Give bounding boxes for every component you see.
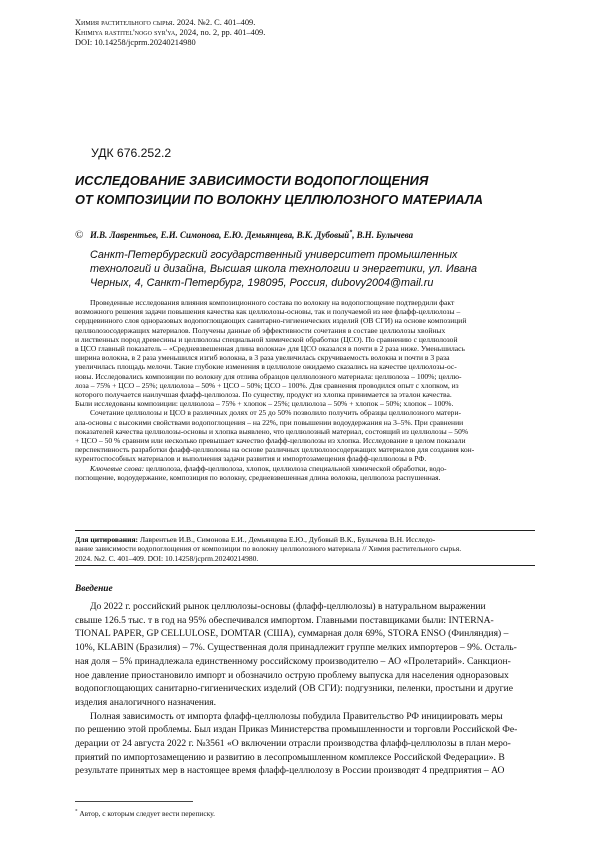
abstract-line: возможного решения задачи повышения качества как целлюлозы-основы, так и получаемой из нее флафф-целлюлозы –	[75, 307, 461, 317]
body-line: результате принятых мер в настоящее время флафф-целлюлозу в России производят 4 предприятия – АО	[75, 765, 505, 777]
abstract-line: Были исследованы композиции: целлюлоза – 75% + хлопок – 25%; целлюлоза – 50% + хлопок – 50%; хлопок – 100%.	[75, 399, 454, 409]
abstract-line: показателей качества целлюлозы-основы и хлопка выявлено, что целлюлозный материал, состоящий из целлюлозы – 50%	[75, 426, 469, 436]
affiliation	[90, 248, 535, 290]
affiliation-line: технологий и дизайна, Высшая школа технологии и энергетики, ул. Ивана	[90, 263, 478, 275]
journal-citation-en: Khimiya rastitel'nogo syr'ya, 2024, no. 2, pp. 401–409.	[75, 28, 266, 37]
abstract-line: в ЦСО главный показатель – «Средневзвешенная длина волокна» для ЦСО оказался в почти в 2 раза ниже. Уменьшилась	[75, 344, 465, 354]
body-text	[75, 600, 535, 778]
body-line: Полная зависимость от импорта флафф-целлюлозы побудила Правительство РФ инициировать меры	[90, 710, 503, 722]
abstract-line: целлюлозосодержащих материалов. Получены данные об эффективности сочетания в составе целлюлозы хвойных	[75, 325, 446, 335]
corresponding-author-mark: *	[349, 230, 353, 237]
divider-top	[75, 530, 535, 531]
journal-header	[75, 18, 535, 48]
body-line: дерации от 24 августа 2022 г. №3561 «О включении отрасли производства флафф-целлюлозы в план меро-	[75, 738, 511, 750]
body-line: До 2022 г. российский рынок целлюлозы-основы (флафф-целлюлозы) в натуральном выражении	[90, 601, 486, 612]
keywords-line: Ключевые слова: целлюлоза, флафф-целлюлоза, хлопок, целлюлоза специальной химической обработки, водо-	[90, 463, 447, 473]
udk-code: УДК 676.252.2	[91, 146, 172, 160]
abstract-line: Проведенные исследования влияния композиционного состава по волокну на водопоглощение подтвердили факт	[90, 298, 455, 307]
body-line: TIONAL PAPER, GP CELLULOSE, DOMTAR (США), суммарная доля 69%, STORA ENSO (Финляндия) –	[75, 628, 509, 640]
copyright-symbol: ©	[75, 229, 84, 241]
journal-doi[interactable]: DOI: 10.14258/jcprm.20240214980	[75, 38, 196, 47]
abstract-line: и лиственных пород древесины и целлюлозы специальной химической обработки (ЦСО). По сравнению с целлюлозой	[75, 334, 458, 344]
article-title	[75, 171, 530, 209]
abstract-line: перспективность разработки флафф-целлюлоны на основе различных целлюлозосодержащих материалов для создания кон-	[75, 445, 475, 455]
keywords-label: Ключевые слова:	[90, 463, 145, 473]
authors-line: И.В. Лаврентьев, Е.И. Симонова, Е.Ю. Демьянцева, В.К. Дубовый*, В.Н. Булычева	[90, 230, 414, 240]
divider-bottom	[75, 565, 535, 566]
abstract-line: ширина волокна, в 2 раза уменьшился изгиб волокна, в 3 раза увеличилась скручиваемость волокна и почти в 3 раза	[75, 353, 450, 363]
citation-label: Для цитирования:	[75, 535, 139, 544]
body-line: приятий по импортозамещению и развитию в лесопромышленном комплексе Российской Федерации». В	[75, 751, 505, 763]
affiliation-line: Черных, 4, Санкт-Петербург, 198095, Россия, dubovy2004@mail.ru	[90, 277, 434, 289]
section-heading: Введение	[75, 584, 113, 594]
title-line-1: ИССЛЕДОВАНИЕ ЗАВИСИМОСТИ ВОДОПОГЛОЩЕНИЯ	[75, 173, 429, 188]
citation-line: Для цитирования: Лаврентьев И.В., Симонова Е.И., Демьянцева Е.Ю., Дубовый В.К., Булычева В.Н. Исследо-	[75, 535, 436, 544]
footnote-mark: *	[75, 809, 78, 815]
abstract-line: + ЦСО – 50 % сравним или несколько превышает качество флафф-целлюлозы из хлопка. Исследование в целом показали	[75, 436, 466, 446]
affiliation-line: Санкт-Петербургский государственный университет промышленных	[90, 249, 458, 261]
keywords-line: поглощение, водоудержание, композиция по волокну, средневзвешенная длина волокна, целлюлоза распушенная.	[75, 472, 441, 482]
body-line: изделия аналогичного назначения.	[75, 696, 217, 708]
abstract-line: сердцевинного слоя одноразовых водопоглощающих санитарно-гигиенических изделий (ОВ СГИ) на основе композиций	[75, 316, 467, 326]
body-line: по решению этой проблемы. Был издан Приказ Министерства промышленности и торговли Российской Фе-	[75, 724, 518, 736]
abstract-line: которого получается наилучшая флафф-целлюлоза. По существу, продукт из хлопка принимается за эталон качества.	[75, 390, 452, 400]
footnote: * Автор, с которым следует вести переписку.	[75, 809, 215, 818]
abstract-line: лоза – 75% + ЦСО – 25%; целлюлоза – 50% + ЦСО – 50%; ЦСО – 100%. Для сравнения проводился опыт с хлопком, из	[75, 380, 459, 390]
journal-citation-ru: Химия растительного сырья. 2024. №2. С. 401–409.	[75, 18, 256, 27]
abstract-line: ала-основы с высокими свойствами водопоглощения – на 22%, при повышении водоудержания на 3–5%. При сравнении	[75, 417, 464, 427]
body-line: водопоглощающих санитарно-гигиенических изделий (ОВ СГИ): подгузники, пеленки, простыни и другие	[75, 683, 514, 695]
abstract-line: курентоспособных материалов и выполнения задачи развития и импортозамещения флафф-целлюлозы в РФ.	[75, 454, 427, 464]
body-line: свыше 126.5 тыс. т в год на 95% обеспечивался импортом. Главными поставщиками были: INTERNA-	[75, 614, 494, 626]
abstract-line: новы. Исследовались композиции по волокну для отлива образцов целлюлозного материала: целлюлоза – 100%; целлю-	[75, 371, 462, 381]
body-line: ное давление приостановило импорт и обозначило острую проблему выпуска для населения одноразовых	[75, 669, 509, 681]
citation-line: 2024. №2. С. 401–409. DOI: 10.14258/jcprm.20240214980.	[75, 553, 259, 563]
abstract	[75, 298, 535, 482]
body-line: ная доля – 5% принадлежала единственному российскому производителю – АО «Пролетарий». Санкцион-	[75, 655, 511, 667]
abstract-line: Сочетание целлюлозы и ЦСО в различных долях от 25 до 50% позволило получить образцы целлюлозного матери-	[90, 408, 462, 418]
abstract-line: увеличилась площадь мелочи. Такие глубокие изменения в целлюлозе ожидаемо сказались на качестве целлюлозы-ос-	[75, 362, 457, 372]
citation-block	[75, 535, 535, 563]
footnote-separator	[75, 801, 193, 802]
citation-line: вание зависимости водопоглощения от композиции по волокну целлюлозного материала // Химия растительного сырья.	[75, 544, 462, 554]
body-line: 10%, KLABIN (Бразилия) – 7%. Существенная доля принадлежит группе мелких импортеров – 9%. Осталь-	[75, 642, 517, 654]
title-line-2: ОТ КОМПОЗИЦИИ ПО ВОЛОКНУ ЦЕЛЛЮЛОЗНОГО МАТЕРИАЛА	[75, 192, 484, 207]
